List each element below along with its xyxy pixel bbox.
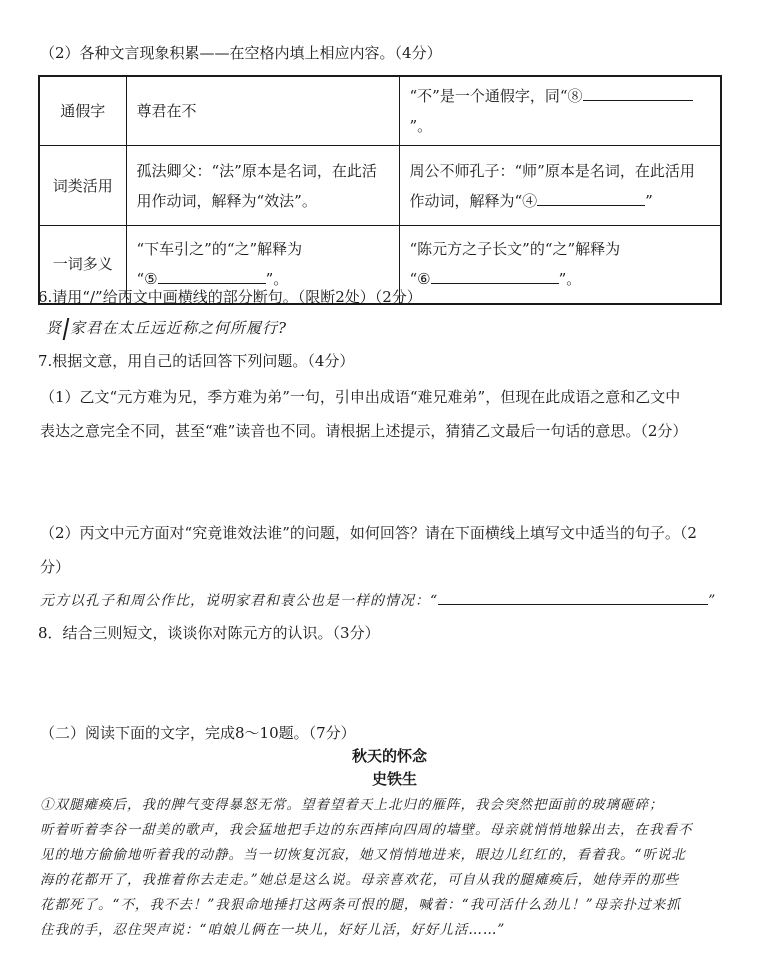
answer-blank-5[interactable]: [158, 268, 266, 284]
answer-blank-4[interactable]: [537, 190, 645, 206]
essay-line: 听着听着李谷一甜美的歌声，我会猛地把手边的东西摔向四周的墙壁。母亲就悄悄地躲出去，在我看不: [40, 822, 693, 838]
cell-tongjiazi-example: 尊君在不: [126, 76, 399, 146]
cell-cileihuoyong-question: [399, 146, 721, 226]
sentence-text: 家君在太丘远近称之何所履行?: [70, 319, 288, 337]
cell-text: ”。: [409, 117, 433, 135]
row-header-cileihuoyong: 词类活用: [39, 146, 126, 226]
cell-text: “⑥: [409, 270, 431, 289]
part-2-heading: （二）阅读下面的文字，完成8～10题。（7分）: [40, 724, 356, 742]
row-header-yiciduoyi: 一词多义: [39, 226, 126, 304]
question-6: 6.请用“/”给丙文中画横线的部分断句。（限断2处）（2分）: [38, 288, 422, 306]
question-7-2-line-1: （2）丙文中元方面对“究竟谁效法谁”的问题，如何回答？请在下面横线上填写文中适当的句子。（2: [40, 524, 697, 542]
cell-text: 周公不师孔子：“师”原本是名词，在此活用: [409, 161, 695, 180]
cell-text: 作动词，解释为“④: [409, 191, 538, 210]
sentence-text: 贤: [46, 319, 63, 337]
cell-text: 用作动词，解释为“效法”。: [136, 191, 317, 210]
answer-blank-6[interactable]: [431, 268, 559, 284]
cell-text: “不”是一个通假字，同“⑧: [409, 87, 583, 105]
classical-chinese-table: [38, 75, 722, 305]
essay-author: 史铁生: [372, 770, 418, 788]
essay-line: 海的花都开了，我推着你去走走。”她总是这么说。母亲喜欢花，可自从我的腿瘫痪后，她侍弄的那些: [40, 872, 680, 888]
answer-suffix: ”: [708, 593, 717, 609]
essay-line: 见的地方偷偷地听着我的动静。当一切恢复沉寂，她又悄悄地进来，眼边儿红红的，看着我。“听说北: [40, 847, 686, 863]
question-7-2-answer: [40, 589, 716, 612]
essay-line: 花都死了。“不，我不去！”我狠命地捶打这两条可恨的腿，喊着：“我可活什么劲儿！”母亲扑过来抓: [40, 897, 681, 913]
essay-line: 住我的手，忍住哭声说：“咱娘儿俩在一块儿，好好儿活，好好儿活……”: [40, 922, 506, 938]
cell-text: ”。: [558, 270, 582, 289]
cell-tongjiazi-question: [399, 76, 721, 146]
cell-text: “陈元方之子长文”的“之”解释为: [409, 240, 621, 259]
answer-prefix: 元方以孔子和周公作比，说明家君和袁公也是一样的情况：“: [40, 593, 439, 609]
cell-yiciduoyi-question: [399, 226, 721, 304]
section-2-heading: （2）各种文言现象积累——在空格内填上相应内容。（4分）: [40, 44, 442, 62]
question-8: 8．结合三则短文，谈谈你对陈元方的认识。（3分）: [38, 624, 380, 642]
question-6-sentence: [46, 317, 287, 340]
essay-title: 秋天的怀念: [352, 747, 428, 765]
question-7-1-line-2: 表达之意完全不同，甚至“难”读音也不同。请根据上述提示，猜猜乙文最后一句话的意思。（2分）: [40, 422, 688, 440]
question-7-1-line-1: （1）乙文“元方难为兄，季方难为弟”一句，引申出成语“难兄难弟”，但现在此成语之意和乙文中: [40, 388, 681, 406]
cell-text: “⑤: [136, 270, 158, 289]
answer-blank-8[interactable]: [583, 85, 693, 101]
cell-cileihuoyong-example: [126, 146, 399, 226]
row-header-tongjiazi: 通假字: [39, 76, 126, 146]
cell-text: ”: [645, 191, 653, 210]
cell-text: 孤法卿父：“法”原本是名词，在此活: [136, 161, 377, 180]
essay-line: ①双腿瘫痪后，我的脾气变得暴怒无常。望着望着天上北归的雁阵，我会突然把面前的玻璃砸碎；: [40, 797, 664, 813]
break-mark: [63, 318, 70, 340]
question-7: 7.根据文意，用自己的话回答下列问题。（4分）: [38, 352, 355, 370]
answer-blank-7-2[interactable]: [438, 589, 708, 605]
cell-text: ”。: [265, 270, 289, 289]
question-7-2-line-2: 分）: [40, 558, 71, 576]
cell-text: “下车引之”的“之”解释为: [136, 240, 303, 259]
